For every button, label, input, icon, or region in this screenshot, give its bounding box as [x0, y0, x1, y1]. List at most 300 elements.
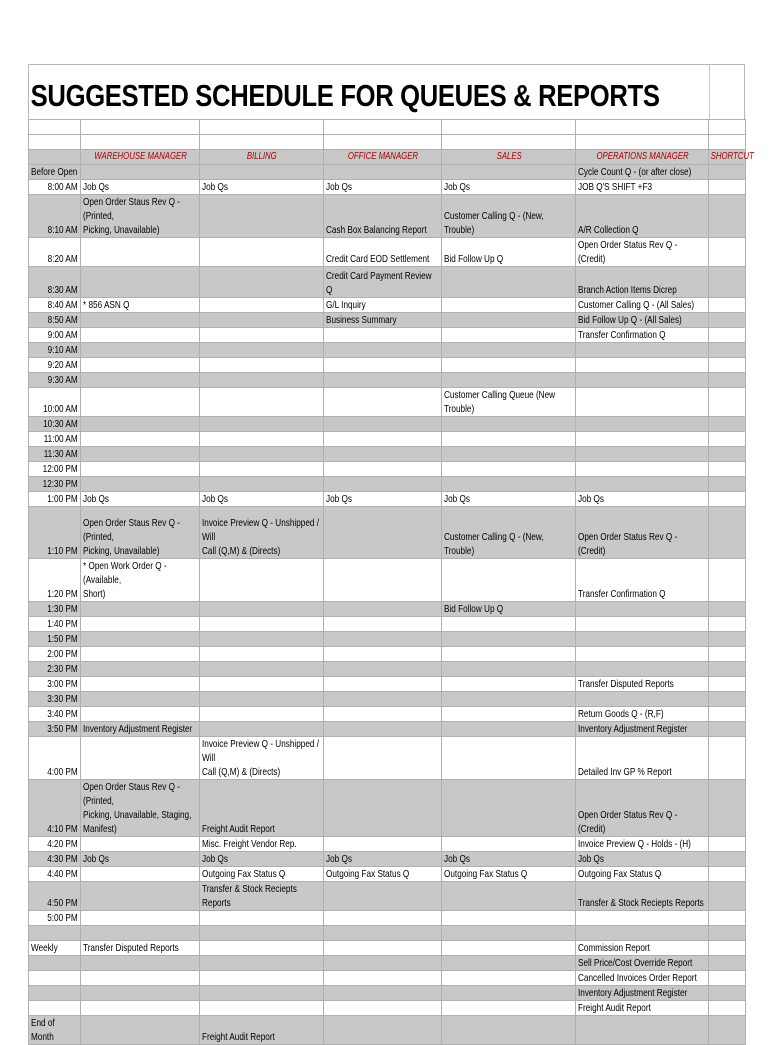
shortcut-cell[interactable]	[709, 677, 746, 692]
billing-cell[interactable]	[200, 417, 324, 432]
office-manager-cell[interactable]	[324, 737, 442, 780]
warehouse-manager-cell[interactable]	[81, 941, 200, 956]
billing-cell[interactable]	[200, 956, 324, 971]
office-manager-cell[interactable]	[324, 692, 442, 707]
operations-manager-cell[interactable]	[576, 120, 709, 135]
operations-manager-cell[interactable]	[576, 926, 709, 941]
warehouse-manager-cell[interactable]	[81, 492, 200, 507]
warehouse-manager-cell[interactable]	[81, 267, 200, 298]
shortcut-cell[interactable]	[709, 986, 746, 1001]
shortcut-cell[interactable]	[709, 507, 746, 559]
operations-manager-cell[interactable]	[576, 647, 709, 662]
sales-cell[interactable]	[442, 507, 576, 559]
operations-manager-cell[interactable]	[576, 1001, 709, 1016]
shortcut-cell[interactable]	[709, 180, 746, 195]
warehouse-manager-cell[interactable]	[81, 971, 200, 986]
billing-cell[interactable]	[200, 971, 324, 986]
shortcut-cell[interactable]	[709, 737, 746, 780]
operations-manager-cell[interactable]	[576, 677, 709, 692]
time-cell[interactable]	[29, 837, 81, 852]
operations-manager-cell[interactable]	[576, 632, 709, 647]
time-cell[interactable]	[29, 462, 81, 477]
operations-manager-cell[interactable]	[576, 417, 709, 432]
office-manager-cell[interactable]	[324, 926, 442, 941]
operations-manager-cell[interactable]	[576, 602, 709, 617]
operations-manager-cell[interactable]	[576, 692, 709, 707]
operations-manager-cell[interactable]	[576, 559, 709, 602]
billing-cell[interactable]	[200, 722, 324, 737]
office-manager-cell[interactable]	[324, 956, 442, 971]
warehouse-manager-cell[interactable]	[81, 662, 200, 677]
operations-manager-cell[interactable]	[576, 867, 709, 882]
operations-manager-cell[interactable]	[576, 358, 709, 373]
sales-cell[interactable]	[442, 926, 576, 941]
warehouse-manager-cell[interactable]	[81, 313, 200, 328]
shortcut-cell[interactable]	[709, 647, 746, 662]
office-manager-cell[interactable]	[324, 195, 442, 238]
warehouse-manager-cell[interactable]	[81, 852, 200, 867]
shortcut-cell[interactable]	[709, 692, 746, 707]
operations-manager-cell[interactable]	[576, 707, 709, 722]
shortcut-cell[interactable]	[709, 617, 746, 632]
shortcut-cell[interactable]	[709, 388, 746, 417]
warehouse-manager-cell[interactable]	[81, 358, 200, 373]
shortcut-cell[interactable]	[709, 1016, 746, 1045]
warehouse-manager-cell[interactable]	[81, 867, 200, 882]
office-manager-cell[interactable]	[324, 986, 442, 1001]
sales-cell[interactable]	[442, 238, 576, 267]
time-cell[interactable]	[29, 165, 81, 180]
office-manager-cell[interactable]	[324, 507, 442, 559]
operations-manager-cell[interactable]	[576, 852, 709, 867]
time-cell[interactable]	[29, 328, 81, 343]
office-manager-cell[interactable]	[324, 867, 442, 882]
billing-cell[interactable]	[200, 462, 324, 477]
sales-cell[interactable]	[442, 417, 576, 432]
shortcut-cell[interactable]	[709, 135, 746, 150]
office-manager-cell[interactable]	[324, 1001, 442, 1016]
warehouse-manager-cell[interactable]	[81, 432, 200, 447]
billing-cell[interactable]	[200, 180, 324, 195]
shortcut-cell[interactable]	[709, 358, 746, 373]
shortcut-cell[interactable]	[709, 462, 746, 477]
office-manager-cell[interactable]	[324, 837, 442, 852]
office-manager-cell[interactable]	[324, 447, 442, 462]
office-manager-cell[interactable]	[324, 477, 442, 492]
shortcut-cell[interactable]	[709, 852, 746, 867]
sales-cell[interactable]	[442, 867, 576, 882]
office-manager-cell[interactable]	[324, 1016, 442, 1045]
office-manager-cell[interactable]	[324, 417, 442, 432]
warehouse-manager-cell[interactable]	[81, 617, 200, 632]
warehouse-manager-cell[interactable]	[81, 780, 200, 837]
warehouse-manager-cell[interactable]	[81, 447, 200, 462]
sales-cell[interactable]	[442, 492, 576, 507]
office-manager-cell[interactable]	[324, 971, 442, 986]
sales-cell[interactable]	[442, 462, 576, 477]
sales-cell[interactable]	[442, 447, 576, 462]
warehouse-manager-cell[interactable]	[81, 956, 200, 971]
warehouse-manager-cell[interactable]	[81, 238, 200, 267]
billing-cell[interactable]	[200, 165, 324, 180]
sales-cell[interactable]	[442, 328, 576, 343]
office-manager-cell[interactable]	[324, 677, 442, 692]
office-manager-cell[interactable]	[324, 707, 442, 722]
sales-cell[interactable]	[442, 956, 576, 971]
shortcut-cell[interactable]	[709, 911, 746, 926]
sales-cell[interactable]	[442, 477, 576, 492]
sales-cell[interactable]	[442, 373, 576, 388]
warehouse-manager-cell[interactable]	[81, 180, 200, 195]
operations-manager-cell[interactable]	[576, 737, 709, 780]
billing-cell[interactable]	[200, 328, 324, 343]
operations-manager-cell[interactable]	[576, 195, 709, 238]
shortcut-cell[interactable]	[709, 956, 746, 971]
sales-cell[interactable]	[442, 707, 576, 722]
time-cell[interactable]	[29, 882, 81, 911]
warehouse-manager-cell[interactable]	[81, 195, 200, 238]
warehouse-manager-cell[interactable]	[81, 343, 200, 358]
time-cell[interactable]	[29, 195, 81, 238]
time-cell[interactable]	[29, 956, 81, 971]
office-manager-cell[interactable]	[324, 882, 442, 911]
billing-cell[interactable]	[200, 358, 324, 373]
time-cell[interactable]	[29, 267, 81, 298]
header-warehouse-manager[interactable]	[81, 150, 200, 165]
shortcut-cell[interactable]	[709, 417, 746, 432]
sales-cell[interactable]	[442, 647, 576, 662]
warehouse-manager-cell[interactable]	[81, 120, 200, 135]
time-cell[interactable]	[29, 135, 81, 150]
shortcut-cell[interactable]	[709, 707, 746, 722]
billing-cell[interactable]	[200, 926, 324, 941]
billing-cell[interactable]	[200, 1016, 324, 1045]
warehouse-manager-cell[interactable]	[81, 373, 200, 388]
sales-cell[interactable]	[442, 722, 576, 737]
warehouse-manager-cell[interactable]	[81, 692, 200, 707]
billing-cell[interactable]	[200, 477, 324, 492]
operations-manager-cell[interactable]	[576, 492, 709, 507]
operations-manager-cell[interactable]	[576, 882, 709, 911]
sales-cell[interactable]	[442, 1016, 576, 1045]
time-cell[interactable]	[29, 632, 81, 647]
operations-manager-cell[interactable]	[576, 238, 709, 267]
time-cell[interactable]	[29, 120, 81, 135]
billing-cell[interactable]	[200, 677, 324, 692]
operations-manager-cell[interactable]	[576, 986, 709, 1001]
office-manager-cell[interactable]	[324, 462, 442, 477]
time-cell[interactable]	[29, 852, 81, 867]
header-operations-manager[interactable]	[576, 150, 709, 165]
time-cell[interactable]	[29, 447, 81, 462]
billing-cell[interactable]	[200, 692, 324, 707]
billing-cell[interactable]	[200, 986, 324, 1001]
billing-cell[interactable]	[200, 507, 324, 559]
billing-cell[interactable]	[200, 432, 324, 447]
office-manager-cell[interactable]	[324, 120, 442, 135]
billing-cell[interactable]	[200, 343, 324, 358]
shortcut-cell[interactable]	[709, 343, 746, 358]
office-manager-cell[interactable]	[324, 135, 442, 150]
time-cell[interactable]	[29, 867, 81, 882]
time-cell[interactable]	[29, 313, 81, 328]
warehouse-manager-cell[interactable]	[81, 882, 200, 911]
billing-cell[interactable]	[200, 447, 324, 462]
warehouse-manager-cell[interactable]	[81, 298, 200, 313]
sales-cell[interactable]	[442, 298, 576, 313]
warehouse-manager-cell[interactable]	[81, 559, 200, 602]
office-manager-cell[interactable]	[324, 267, 442, 298]
billing-cell[interactable]	[200, 298, 324, 313]
warehouse-manager-cell[interactable]	[81, 1001, 200, 1016]
operations-manager-cell[interactable]	[576, 507, 709, 559]
time-cell[interactable]	[29, 358, 81, 373]
billing-cell[interactable]	[200, 852, 324, 867]
billing-cell[interactable]	[200, 662, 324, 677]
shortcut-cell[interactable]	[709, 298, 746, 313]
operations-manager-cell[interactable]	[576, 373, 709, 388]
warehouse-manager-cell[interactable]	[81, 837, 200, 852]
sales-cell[interactable]	[442, 677, 576, 692]
shortcut-cell[interactable]	[709, 447, 746, 462]
billing-cell[interactable]	[200, 313, 324, 328]
sales-cell[interactable]	[442, 358, 576, 373]
shortcut-cell[interactable]	[709, 432, 746, 447]
office-manager-cell[interactable]	[324, 852, 442, 867]
office-manager-cell[interactable]	[324, 432, 442, 447]
sales-cell[interactable]	[442, 267, 576, 298]
warehouse-manager-cell[interactable]	[81, 647, 200, 662]
time-cell[interactable]	[29, 602, 81, 617]
time-cell[interactable]	[29, 417, 81, 432]
sales-cell[interactable]	[442, 602, 576, 617]
office-manager-cell[interactable]	[324, 911, 442, 926]
sales-cell[interactable]	[442, 986, 576, 1001]
office-manager-cell[interactable]	[324, 328, 442, 343]
header-blank[interactable]	[29, 150, 81, 165]
shortcut-cell[interactable]	[709, 120, 746, 135]
time-cell[interactable]	[29, 298, 81, 313]
operations-manager-cell[interactable]	[576, 180, 709, 195]
sales-cell[interactable]	[442, 911, 576, 926]
operations-manager-cell[interactable]	[576, 328, 709, 343]
shortcut-cell[interactable]	[709, 971, 746, 986]
warehouse-manager-cell[interactable]	[81, 602, 200, 617]
warehouse-manager-cell[interactable]	[81, 328, 200, 343]
shortcut-cell[interactable]	[709, 195, 746, 238]
time-cell[interactable]	[29, 926, 81, 941]
sales-cell[interactable]	[442, 632, 576, 647]
sales-cell[interactable]	[442, 120, 576, 135]
header-office-manager[interactable]	[324, 150, 442, 165]
billing-cell[interactable]	[200, 373, 324, 388]
time-cell[interactable]	[29, 647, 81, 662]
time-cell[interactable]	[29, 180, 81, 195]
shortcut-cell[interactable]	[709, 373, 746, 388]
operations-manager-cell[interactable]	[576, 135, 709, 150]
billing-cell[interactable]	[200, 707, 324, 722]
warehouse-manager-cell[interactable]	[81, 911, 200, 926]
time-cell[interactable]	[29, 941, 81, 956]
operations-manager-cell[interactable]	[576, 447, 709, 462]
office-manager-cell[interactable]	[324, 617, 442, 632]
shortcut-cell[interactable]	[709, 941, 746, 956]
shortcut-cell[interactable]	[709, 882, 746, 911]
warehouse-manager-cell[interactable]	[81, 462, 200, 477]
operations-manager-cell[interactable]	[576, 1016, 709, 1045]
office-manager-cell[interactable]	[324, 722, 442, 737]
shortcut-cell[interactable]	[709, 1001, 746, 1016]
sales-cell[interactable]	[442, 852, 576, 867]
time-cell[interactable]	[29, 343, 81, 358]
sales-cell[interactable]	[442, 971, 576, 986]
time-cell[interactable]	[29, 388, 81, 417]
billing-cell[interactable]	[200, 120, 324, 135]
shortcut-cell[interactable]	[709, 926, 746, 941]
sales-cell[interactable]	[442, 135, 576, 150]
operations-manager-cell[interactable]	[576, 911, 709, 926]
warehouse-manager-cell[interactable]	[81, 1016, 200, 1045]
warehouse-manager-cell[interactable]	[81, 477, 200, 492]
shortcut-cell[interactable]	[709, 722, 746, 737]
billing-cell[interactable]	[200, 647, 324, 662]
shortcut-cell[interactable]	[709, 165, 746, 180]
shortcut-cell[interactable]	[709, 267, 746, 298]
office-manager-cell[interactable]	[324, 492, 442, 507]
operations-manager-cell[interactable]	[576, 971, 709, 986]
operations-manager-cell[interactable]	[576, 462, 709, 477]
billing-cell[interactable]	[200, 267, 324, 298]
time-cell[interactable]	[29, 986, 81, 1001]
sales-cell[interactable]	[442, 617, 576, 632]
time-cell[interactable]	[29, 559, 81, 602]
shortcut-cell[interactable]	[709, 662, 746, 677]
billing-cell[interactable]	[200, 882, 324, 911]
shortcut-cell[interactable]	[709, 780, 746, 837]
warehouse-manager-cell[interactable]	[81, 986, 200, 1001]
time-cell[interactable]	[29, 477, 81, 492]
shortcut-cell[interactable]	[709, 238, 746, 267]
sales-cell[interactable]	[442, 343, 576, 358]
warehouse-manager-cell[interactable]	[81, 707, 200, 722]
sales-cell[interactable]	[442, 882, 576, 911]
operations-manager-cell[interactable]	[576, 388, 709, 417]
office-manager-cell[interactable]	[324, 941, 442, 956]
sales-cell[interactable]	[442, 780, 576, 837]
billing-cell[interactable]	[200, 837, 324, 852]
header-sales[interactable]	[442, 150, 576, 165]
billing-cell[interactable]	[200, 780, 324, 837]
header-shortcut[interactable]	[709, 150, 755, 165]
warehouse-manager-cell[interactable]	[81, 722, 200, 737]
sales-cell[interactable]	[442, 737, 576, 780]
sales-cell[interactable]	[442, 165, 576, 180]
office-manager-cell[interactable]	[324, 373, 442, 388]
shortcut-cell[interactable]	[709, 632, 746, 647]
billing-cell[interactable]	[200, 559, 324, 602]
time-cell[interactable]	[29, 677, 81, 692]
time-cell[interactable]	[29, 1001, 81, 1016]
operations-manager-cell[interactable]	[576, 165, 709, 180]
warehouse-manager-cell[interactable]	[81, 677, 200, 692]
operations-manager-cell[interactable]	[576, 343, 709, 358]
shortcut-cell[interactable]	[709, 867, 746, 882]
sales-cell[interactable]	[442, 1001, 576, 1016]
operations-manager-cell[interactable]	[576, 780, 709, 837]
shortcut-cell[interactable]	[709, 559, 746, 602]
operations-manager-cell[interactable]	[576, 298, 709, 313]
billing-cell[interactable]	[200, 911, 324, 926]
warehouse-manager-cell[interactable]	[81, 507, 200, 559]
office-manager-cell[interactable]	[324, 238, 442, 267]
sales-cell[interactable]	[442, 195, 576, 238]
office-manager-cell[interactable]	[324, 602, 442, 617]
office-manager-cell[interactable]	[324, 180, 442, 195]
time-cell[interactable]	[29, 1016, 81, 1045]
operations-manager-cell[interactable]	[576, 432, 709, 447]
header-billing[interactable]	[200, 150, 324, 165]
sales-cell[interactable]	[442, 692, 576, 707]
shortcut-cell[interactable]	[709, 837, 746, 852]
operations-manager-cell[interactable]	[576, 617, 709, 632]
time-cell[interactable]	[29, 617, 81, 632]
billing-cell[interactable]	[200, 602, 324, 617]
time-cell[interactable]	[29, 507, 81, 559]
warehouse-manager-cell[interactable]	[81, 632, 200, 647]
time-cell[interactable]	[29, 722, 81, 737]
time-cell[interactable]	[29, 492, 81, 507]
billing-cell[interactable]	[200, 195, 324, 238]
sales-cell[interactable]	[442, 313, 576, 328]
billing-cell[interactable]	[200, 867, 324, 882]
billing-cell[interactable]	[200, 632, 324, 647]
warehouse-manager-cell[interactable]	[81, 165, 200, 180]
office-manager-cell[interactable]	[324, 559, 442, 602]
sales-cell[interactable]	[442, 941, 576, 956]
time-cell[interactable]	[29, 780, 81, 837]
warehouse-manager-cell[interactable]	[81, 737, 200, 780]
operations-manager-cell[interactable]	[576, 956, 709, 971]
time-cell[interactable]	[29, 707, 81, 722]
office-manager-cell[interactable]	[324, 165, 442, 180]
time-cell[interactable]	[29, 971, 81, 986]
sales-cell[interactable]	[442, 432, 576, 447]
office-manager-cell[interactable]	[324, 632, 442, 647]
time-cell[interactable]	[29, 737, 81, 780]
billing-cell[interactable]	[200, 941, 324, 956]
warehouse-manager-cell[interactable]	[81, 135, 200, 150]
warehouse-manager-cell[interactable]	[81, 417, 200, 432]
billing-cell[interactable]	[200, 617, 324, 632]
time-cell[interactable]	[29, 911, 81, 926]
time-cell[interactable]	[29, 238, 81, 267]
time-cell[interactable]	[29, 373, 81, 388]
operations-manager-cell[interactable]	[576, 837, 709, 852]
sales-cell[interactable]	[442, 837, 576, 852]
sales-cell[interactable]	[442, 559, 576, 602]
billing-cell[interactable]	[200, 737, 324, 780]
operations-manager-cell[interactable]	[576, 267, 709, 298]
operations-manager-cell[interactable]	[576, 477, 709, 492]
time-cell[interactable]	[29, 432, 81, 447]
time-cell[interactable]	[29, 692, 81, 707]
office-manager-cell[interactable]	[324, 647, 442, 662]
warehouse-manager-cell[interactable]	[81, 926, 200, 941]
sales-cell[interactable]	[442, 662, 576, 677]
office-manager-cell[interactable]	[324, 780, 442, 837]
warehouse-manager-cell[interactable]	[81, 388, 200, 417]
shortcut-cell[interactable]	[709, 328, 746, 343]
